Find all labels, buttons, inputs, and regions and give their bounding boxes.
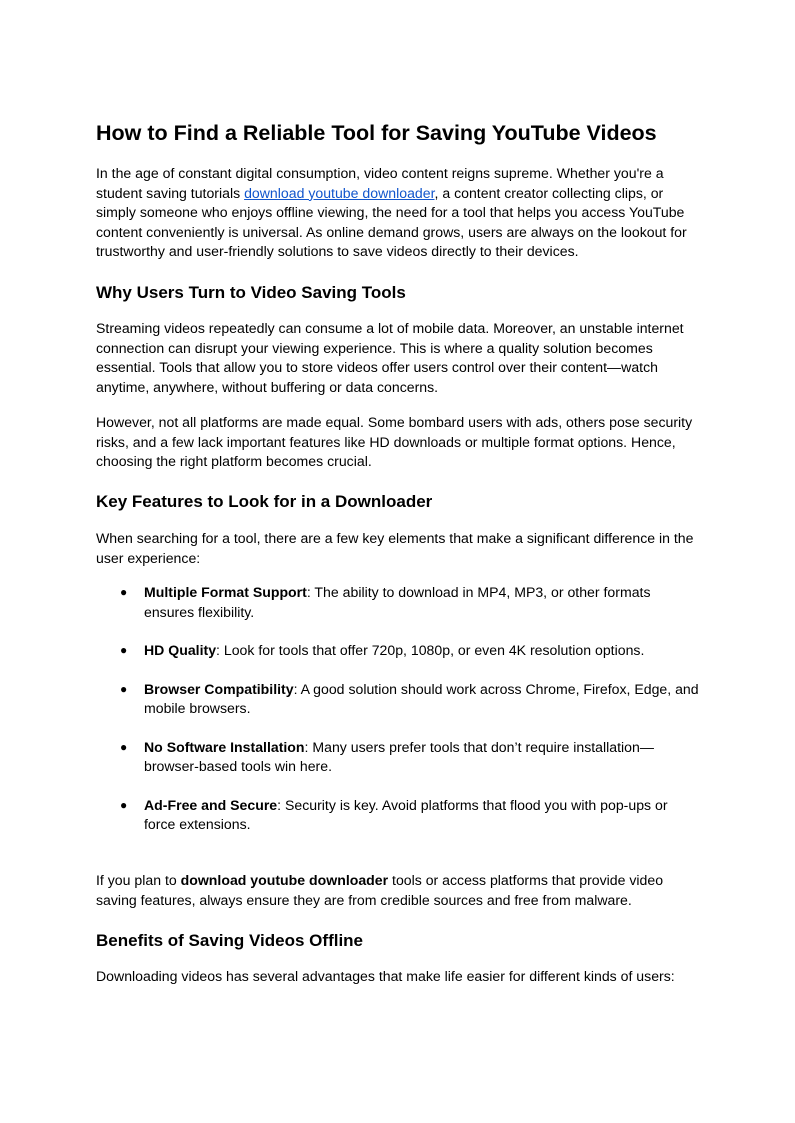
benefits-paragraph: Downloading videos has several advantages that make life easier for different kinds of users: [96, 968, 675, 984]
list-item [96, 641, 700, 661]
section-heading-benefits: Benefits of Saving Videos Offline [96, 931, 364, 950]
intro-text-end: , a content creator collecting clips, or simply someone who enjoys offline viewing, the need for a tool that helps you access YouTube content conveniently is universal. As online demand grows, users are always on the lookout for trustworthy and user-friendly solutions to save videos directly to their devices. [96, 184, 687, 259]
feature-text: : The ability to download in MP4, MP3, or other formats ensures flexibility. [144, 584, 651, 620]
closing-bold-phrase: download youtube downloader [180, 872, 389, 888]
feature-text: : A good solution should work across Chrome, Firefox, Edge, and mobile browsers. [144, 680, 699, 716]
bullet-icon: ● [120, 643, 128, 657]
key-features-intro: When searching for a tool, there are a few key elements that make a significant difference in the user experience: [96, 530, 694, 566]
section-heading-key-features: Key Features to Look for in a Downloader [96, 492, 433, 511]
list-item [96, 796, 700, 835]
feature-text: : Security is key. Avoid platforms that flood you with pop-ups or force extensions. [144, 796, 668, 832]
feature-list [96, 583, 700, 835]
list-item [96, 680, 700, 719]
feature-term: No Software Installation [144, 738, 305, 755]
closing-text-end: tools or access platforms that provide video saving features, always ensure they are from credible sources and free from malware. [96, 872, 664, 908]
why-users-paragraph-2: However, not all platforms are made equal. Some bombard users with ads, others pose security risks, and a few lack important features like HD downloads or multiple format options. Hence, choosing the right platform becomes crucial. [96, 414, 693, 469]
page-title: How to Find a Reliable Tool for Saving YouTube Videos [96, 121, 657, 145]
intro-paragraph [96, 164, 700, 262]
section-heading-why-users: Why Users Turn to Video Saving Tools [96, 283, 406, 302]
bullet-icon: ● [120, 739, 128, 754]
feature-term: Ad-Free and Secure [144, 796, 278, 813]
bullet-icon: ● [120, 585, 128, 599]
download-youtube-downloader-link[interactable]: download youtube downloader [244, 184, 435, 201]
bullet-icon: ● [120, 681, 128, 696]
feature-term: HD Quality [144, 642, 217, 658]
list-item [96, 738, 700, 777]
feature-text: : Many users prefer tools that don’t require installation—browser-based tools win here. [144, 738, 654, 774]
intro-text-start: In the age of constant digital consumption, video content reigns supreme. Whether you're a student saving tutorials [96, 165, 664, 201]
feature-text: : Look for tools that offer 720p, 1080p, or even 4K resolution options. [216, 642, 645, 658]
key-features-closing-paragraph [96, 871, 700, 910]
feature-term: Multiple Format Support [144, 584, 307, 600]
closing-text-start: If you plan to [96, 872, 181, 888]
why-users-paragraph-1: Streaming videos repeatedly can consume a lot of mobile data. Moreover, an unstable internet connection can disrupt your viewing experience. This is where a quality solution becomes essential. Tools that allow you to store videos offer users control over their content—watch anytime, anywhere, without buffering or data concerns. [96, 320, 684, 395]
feature-term: Browser Compatibility [144, 680, 294, 697]
list-item [96, 583, 700, 622]
bullet-icon: ● [120, 797, 128, 812]
